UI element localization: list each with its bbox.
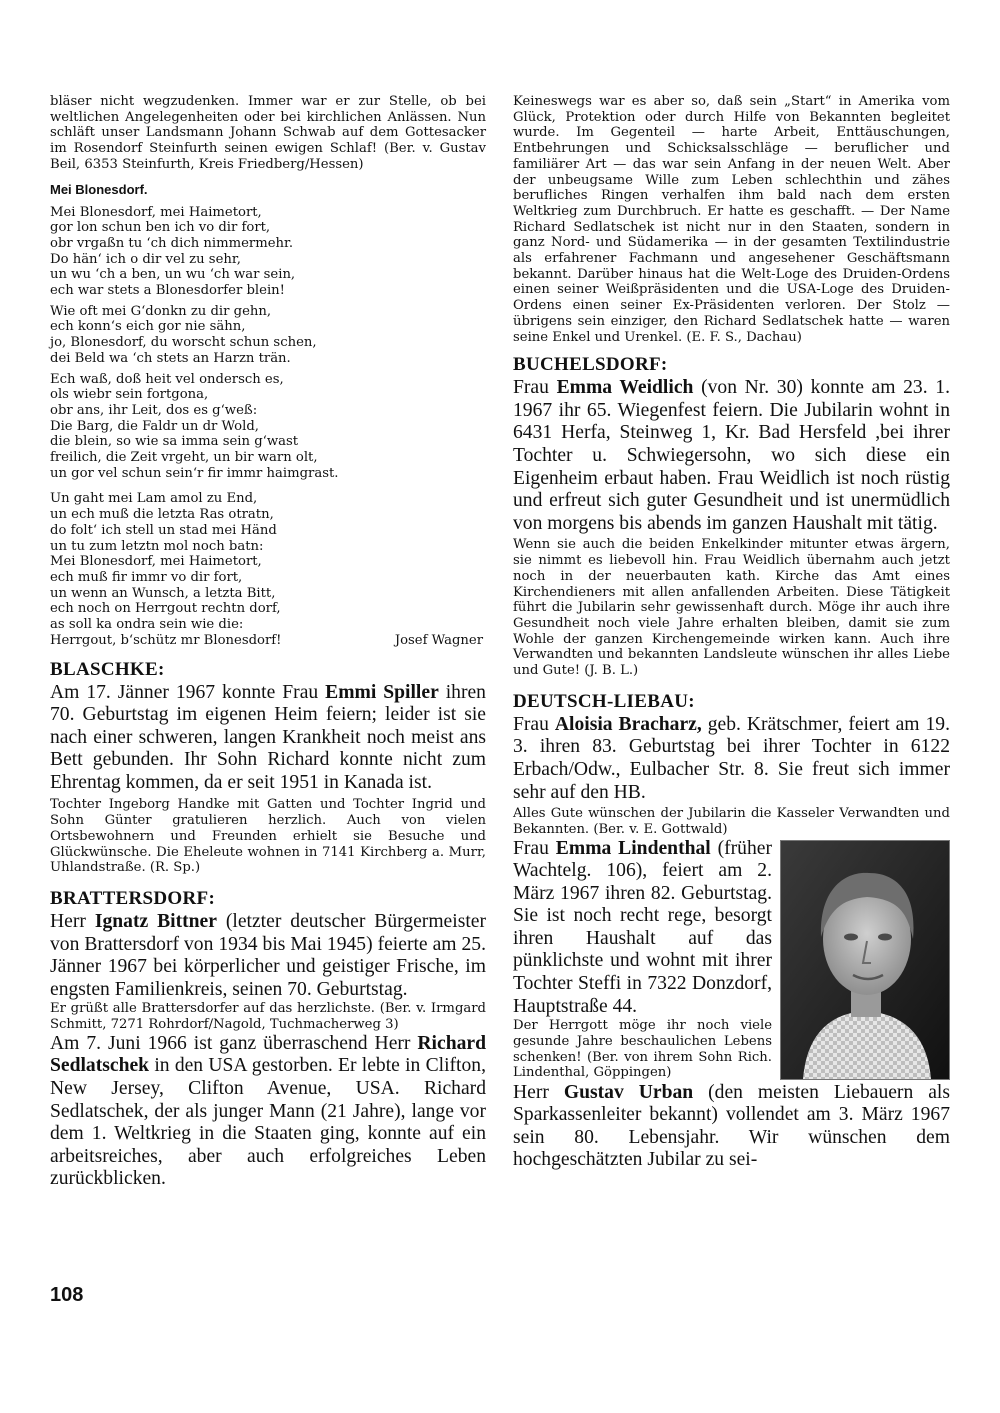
person-name: Richard Sedlatschek xyxy=(50,1032,486,1077)
poem-line: Un gaht mei Lam amol zu End, xyxy=(50,491,258,507)
person-name: Emma Weidlich xyxy=(556,377,694,399)
text-segment: geb. Krätschmer, feiert am 19. 3. ihren 83. Geburtstag bei ihrer Tochter in 6122 Erbach/Odw., Eulbacher Str. 8. Sie freut sich immer sehr auf den HB. xyxy=(513,713,950,803)
poem-line: ech war stets a Blonesdorfer blein! xyxy=(50,283,285,299)
portrait-image-icon xyxy=(781,841,949,1079)
sedlatschek-paragraph xyxy=(50,1033,486,1191)
lindenthal-note: Der Herrgott möge ihr noch viele gesunde Jahre beschaulichen Lebens schenken! (Ber. von ihrem Sohn Rich. Lindenthal, Göppingen) xyxy=(513,1018,772,1081)
poem-author: Josef Wagner xyxy=(394,632,483,648)
poem-line: Mei Blonesdorf, mei Haimetort, xyxy=(50,554,262,570)
person-name: Ignatz Bittner xyxy=(94,910,217,932)
text-segment: Am 7. Juni 1966 ist ganz überraschend Herr xyxy=(50,1032,411,1054)
blaschke-paragraph xyxy=(50,682,486,795)
section-heading-blaschke: BLASCHKE: xyxy=(50,658,165,680)
lindenthal-block xyxy=(513,838,950,1082)
poem-line: ech noch on Herrgout rechtn dorf, xyxy=(50,601,281,617)
poem-line: dei Beld wa ‘ch stets an Harzn trän. xyxy=(50,350,291,366)
poem-line: freilich, die Zeit vrgeht, un bir warn olt, xyxy=(50,450,318,466)
poem-line: ech konn‘s eich gor nie sähn, xyxy=(50,319,246,335)
text-segment: Herr xyxy=(50,910,86,932)
text-segment: (früher Wachtelg. 106), feiert am 2. März 1967 ihren 82. Geburtstag. Sie ist noch recht rege, besorgt ihren Haushalt auf das pünklichste und wohnt mit ihrer Tochter Steffi in 7322 Donzdorf, Hauptstraße 44. xyxy=(513,837,772,1017)
urban-paragraph xyxy=(513,1082,950,1172)
text-segment: (den meisten Liebauern als Sparkassenleiter bekannt) vollendet am 3. März 1967 sein 80. Lebensjahr. Wir wünschen dem hochgeschätzten Jubilar zu sei- xyxy=(513,1081,950,1171)
portrait-photo xyxy=(780,840,950,1080)
poem-line: gor lon schun ben ich vo dir fort, xyxy=(50,220,271,236)
text-segment: Am 17. Jänner 1967 konnte Frau xyxy=(50,681,319,703)
buchelsdorf-paragraph xyxy=(513,377,950,535)
text-segment: in den USA gestorben. Er lebte in Clifton, New Jersey, Clifton Avenue, USA. Richard Sedlatschek, der als junger Mann (21 Jahre), lange vor dem 1. Weltkrieg in die Staaten ging, konnte auf ein arbeitsreiches, aber auch erfolgreiches Leben zurückblicken. xyxy=(50,1055,486,1190)
poem-line: Herrgout, b‘schütz mr Blonesdorf! xyxy=(50,632,282,648)
poem-line: un wu ‘ch a ben, un wu ‘ch war sein, xyxy=(50,267,296,283)
poem-line: obr ans, ihr Leit, dos es g‘weß: xyxy=(50,402,258,418)
bracharz-paragraph xyxy=(513,714,950,804)
poem-line: Die Barg, die Faldr un dr Wold, xyxy=(50,418,259,434)
poem-line: Mei Blonesdorf, mei Haimetort, xyxy=(50,204,262,220)
poem-line: un gor vel schun sein‘r fir immr haimgrast. xyxy=(50,465,339,481)
intro-paragraph: bläser nicht wegzudenken. Immer war er zur Stelle, ob bei weltlichen Angelegenheiten oder bei kirchlichen Anlässen. Nun schläft unser Landsmann Johann Schwab auf dem Gottesacker im Rosendorf Steinfurth seinen ewigen Schlaf! (Ber. v. Gustav Beil, 6353 Steinfurth, Kreis Friedberg/Hessen) xyxy=(50,94,486,172)
poem-stanza-2 xyxy=(50,304,486,367)
section-heading-buchelsdorf: BUCHELSDORF: xyxy=(513,354,668,376)
person-name: Aloisia Bracharz, xyxy=(554,713,702,735)
text-segment: ihren 70. Geburtstag im eigenen Heim feiern; leider ist sie nach einer schweren, langen Krankheit noch meist ans Bett gebunden. Ihr Sohn Richard konnte nicht zum Ehrentag kommen, da er seit 1951 in Kanada ist. xyxy=(50,681,486,793)
page-number: 108 xyxy=(50,1284,84,1306)
bracharz-note: Alles Gute wünschen der Jubilarin die Kasseler Verwandten und Bekannten. (Ber. v. E. Gottwald) xyxy=(513,806,950,837)
poem-stanza-3 xyxy=(50,372,486,482)
left-column xyxy=(50,94,486,1191)
poem-line: Do hän‘ ich o dir vel zu sehr, xyxy=(50,251,241,267)
section-heading-brattersdorf: BRATTERSDORF: xyxy=(50,887,216,909)
text-segment: Herr xyxy=(513,1081,549,1103)
buchelsdorf-note: Wenn sie auch die beiden Enkelkinder mitunter etwas ärgern, sie nimmt es liebevoll hin. Frau Weidlich übernahm auch jetzt noch in der neuerbauten kath. Kirche das Amt eines Kirchendieners mit allen anfallenden Arbeiten. Diese Tätigkeit führt die Jubilarin sehr gewissenhaft durch. Möge ihr auch ihre Gesundheit noch viele Jahre erhalten bleiben, damit sie zum Wohle der ganzen Kirchengemeinde wirken kann. Auch ihre Verwandten und bekannten Landsleute wünschen ihr alles Liebe und Gute! (J. B. L.) xyxy=(513,537,950,679)
text-segment: Frau xyxy=(513,837,549,859)
poem-stanza-4 xyxy=(50,491,486,648)
poem-line: ech muß fir immr vo dir fort, xyxy=(50,569,243,585)
poem-title: Mei Blonesdorf. xyxy=(50,181,148,197)
right-column xyxy=(513,94,950,1172)
poem-line: Ech waß, doß heit vel ondersch es, xyxy=(50,371,284,387)
poem-line: die blein, so wie sa imma sein g‘wast xyxy=(50,434,299,450)
poem-line: un wenn an Wunsch, a letzta Bitt, xyxy=(50,585,276,601)
poem-line: un ech muß die letzta Ras otratn, xyxy=(50,507,274,523)
person-name: Gustav Urban xyxy=(563,1081,694,1103)
poem-line: Wie oft mei G‘donkn zu dir gehn, xyxy=(50,303,272,319)
poem-line: un tu zum letztn mol noch batn: xyxy=(50,538,264,554)
person-name: Emma Lindenthal xyxy=(555,837,711,859)
poem-final-row xyxy=(50,633,486,649)
poem-line: do folt‘ ich stell un stad mei Händ xyxy=(50,522,277,538)
continuation-paragraph: Keineswegs war es aber so, daß sein „Start“ in Amerika vom Glück, Protektion oder durch Hilfe von Bekannten begleitet wurde. Im Gegenteil — harte Arbeit, Enttäuschungen, Entbehrungen und Schicksalsschläge — beruflicher und familiärer Art — das war sein Anfang in der neuen Welt. Aber der unbeugsame Wille zum Leben schlechthin und zähes berufliches Ringen verhalfen ihm bald nach dem ersten Weltkrieg zum Durchbruch. Er hatte es geschafft. — Der Name Richard Sedlatschek ist nicht nur in den Staaten, sondern in ganz Nord- und Südamerika — in der gesamten Textilindustrie als erfahrener Fachmann und angesehener Geschäftsmann bekannt. Darüber hinaus hat die Welt-Loge des Druiden-Ordens einen seiner Weißpräsidenten und die USA-Loge des Druiden-Ordens einen seiner Ex-Präsidenten verloren. Der Stolz — übrigens sein einziger, den Richard Sedlatschek hatte — waren seine Enkel und Urenkel. (E. F. S., Dachau) xyxy=(513,94,950,345)
text-segment: (von Nr. 30) konnte am 23. 1. 1967 ihr 65. Wiegenfest feiern. Die Jubilarin wohnt in 6431 Herfa, Steinweg 1, Kr. Bad Hersfeld ,bei ihrer Tochter u. Schwiegersohn, wo sich diese ein Eigenheim erbaut haben. Frau Weidlich ist noch rüstig und erfreut sich guter Gesundheit und ist unermüdlich von morgens bis abends im ganzen Haushalt mit tätig. xyxy=(513,377,950,534)
person-name: Emmi Spiller xyxy=(325,681,439,703)
section-heading-deutsch-liebau: DEUTSCH-LIEBAU: xyxy=(513,690,695,712)
poem-stanza-1 xyxy=(50,205,486,299)
poem-line: as soll ka ondra sein wie die: xyxy=(50,617,244,633)
brattersdorf-note: Er grüßt alle Brattersdorfer auf das herzlichste. (Ber. v. Irmgard Schmitt, 7271 Rohrdorf/Nagold, Tuchmacherweg 3) xyxy=(50,1001,486,1033)
brattersdorf-paragraph xyxy=(50,911,486,1001)
text-segment: Frau xyxy=(513,713,549,735)
poem-line: obr vrgaßn tu ‘ch dich nimmermehr. xyxy=(50,235,294,251)
blaschke-note: Tochter Ingeborg Handke mit Gatten und Tochter Ingrid und Sohn Günter gratulieren herzlich. Auch von vielen Ortsbewohnern und Freunden erhielt sie Besuche und Glückwünsche. Die Eheleute wohnen in 7141 Kirchberg a. Murr, Uhlandstraße. (R. Sp.) xyxy=(50,797,486,876)
poem-line: ols wiebr sein fortgona, xyxy=(50,387,209,403)
text-segment: Frau xyxy=(513,377,549,399)
text-segment: (letzter deutscher Bürgermeister von Brattersdorf von 1934 bis Mai 1945) feierte am 25. Jänner 1967 bei körperlicher und geistiger Frische, im engsten Familienkreis, seinen 70. Geburtstag. xyxy=(50,910,486,1000)
poem-line: jo, Blonesdorf, du worscht schun schen, xyxy=(50,335,317,351)
poem xyxy=(50,205,486,649)
